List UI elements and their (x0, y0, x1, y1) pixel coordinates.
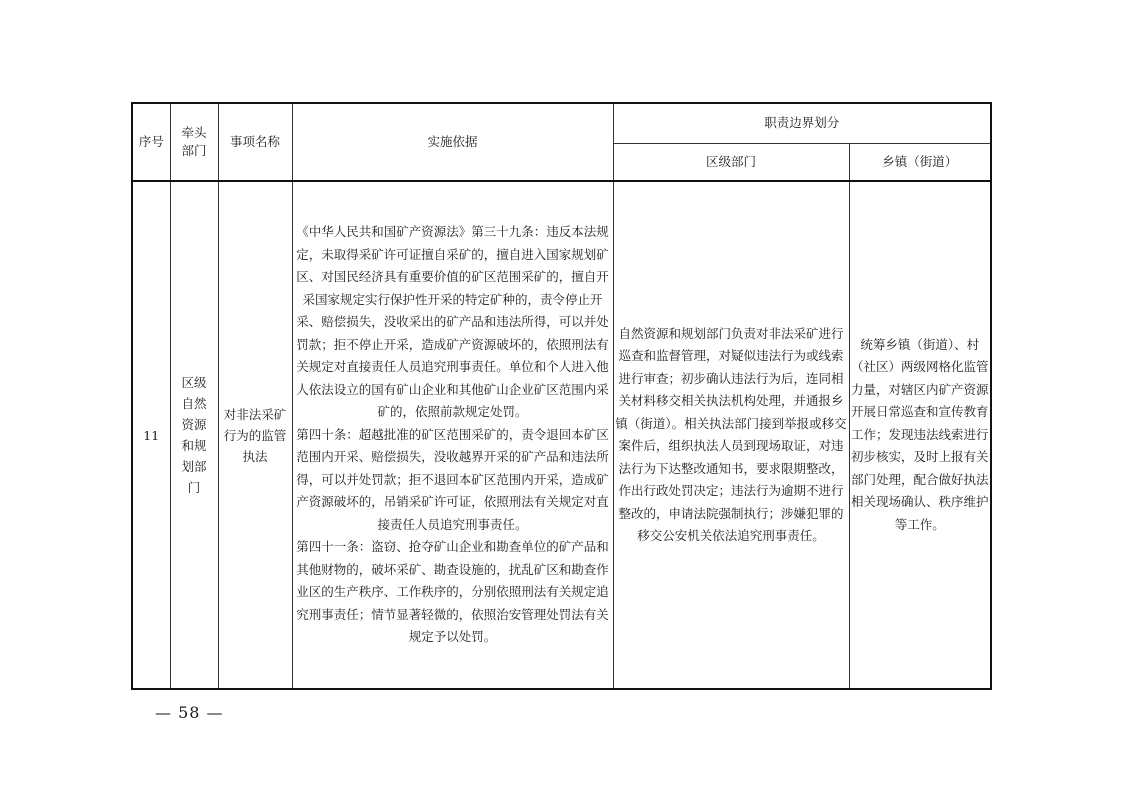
basis-article-39: 《中华人民共和国矿产资源法》第三十九条：违反本法规定，未取得采矿许可证擅自采矿的，擅自进入国家规划矿区、对国民经济具有重要价值的矿区范围采矿的，擅自开采国家规定实行保护性开采的特定矿种的，责令停止开采、赔偿损失，没收采出的矿产品和违法所得，可以并处罚款；拒不停止开采，造成矿产资源破坏的，依照刑法有关规定对直接责任人员追究刑事责任。单位和个人进入他人依法设立的国有矿山企业和其他矿山企业矿区范围内采矿的，依照前款规定处罚。 (296, 224, 609, 420)
header-basis: 实施依据 (292, 103, 613, 181)
row-basis (292, 181, 613, 689)
header-responsibility-group: 职责边界划分 (613, 103, 991, 143)
row-lead-dept-text: 区级 自然 资源 和规 划部 门 (181, 375, 207, 495)
header-seq: 序号 (132, 103, 170, 181)
row-district-dept: 自然资源和规划部门负责对非法采矿进行巡查和监督管理，对疑似违法行为或线索进行审查；初步确认违法行为后，连同相关材料移交相关执法机构处理，并通报乡镇（街道）。相关执法部门接到举报或移交案件后，组织执法人员到现场取证，对违法行为下达整改通知书，要求限期整改，作出行政处罚决定；违法行为逾期不进行整改的，申请法院强制执行；涉嫌犯罪的移交公安机关依法追究刑事责任。 (613, 181, 849, 689)
header-item-name: 事项名称 (218, 103, 292, 181)
header-district-dept: 区级部门 (613, 143, 849, 181)
table-row (132, 181, 991, 689)
row-seq: 11 (132, 181, 170, 689)
basis-article-40: 第四十条：超越批准的矿区范围采矿的，责令退回本矿区范围内开采、赔偿损失，没收越界开采的矿产品和违法所得，可以并处罚款；拒不退回本矿区范围内开采，造成矿产资源破坏的，吊销采矿许可证，依照刑法有关规定对直接责任人员追究刑事责任。 (296, 426, 609, 532)
page-number: — 58 — (155, 703, 224, 722)
row-item-name (218, 181, 292, 689)
row-item-name-text: 对非法采矿 行为的监管 执法 (223, 406, 287, 464)
header-lead-dept-label: 牵头 部门 (181, 125, 207, 158)
basis-article-41: 第四十一条：盗窃、抢夺矿山企业和勘查单位的矿产品和其他财物的，破坏采矿、勘查设施的，扰乱矿区和勘查作业区的生产秩序、工作秩序的，分别依照刑法有关规定追究刑事责任；情节显著轻微的，依照治安管理处罚法有关规定予以处罚。 (296, 539, 609, 645)
responsibility-table (131, 102, 992, 690)
header-township: 乡镇（街道） (849, 143, 991, 181)
row-township: 统筹乡镇（街道）、村（社区）两级网格化监管力量，对辖区内矿产资源开展日常巡查和宣传教育工作；发现违法线索进行初步核实，及时上报有关部门处理，配合做好执法相关现场确认、秩序维护等工作。 (849, 181, 991, 689)
row-lead-dept (170, 181, 218, 689)
header-lead-dept (170, 103, 218, 181)
